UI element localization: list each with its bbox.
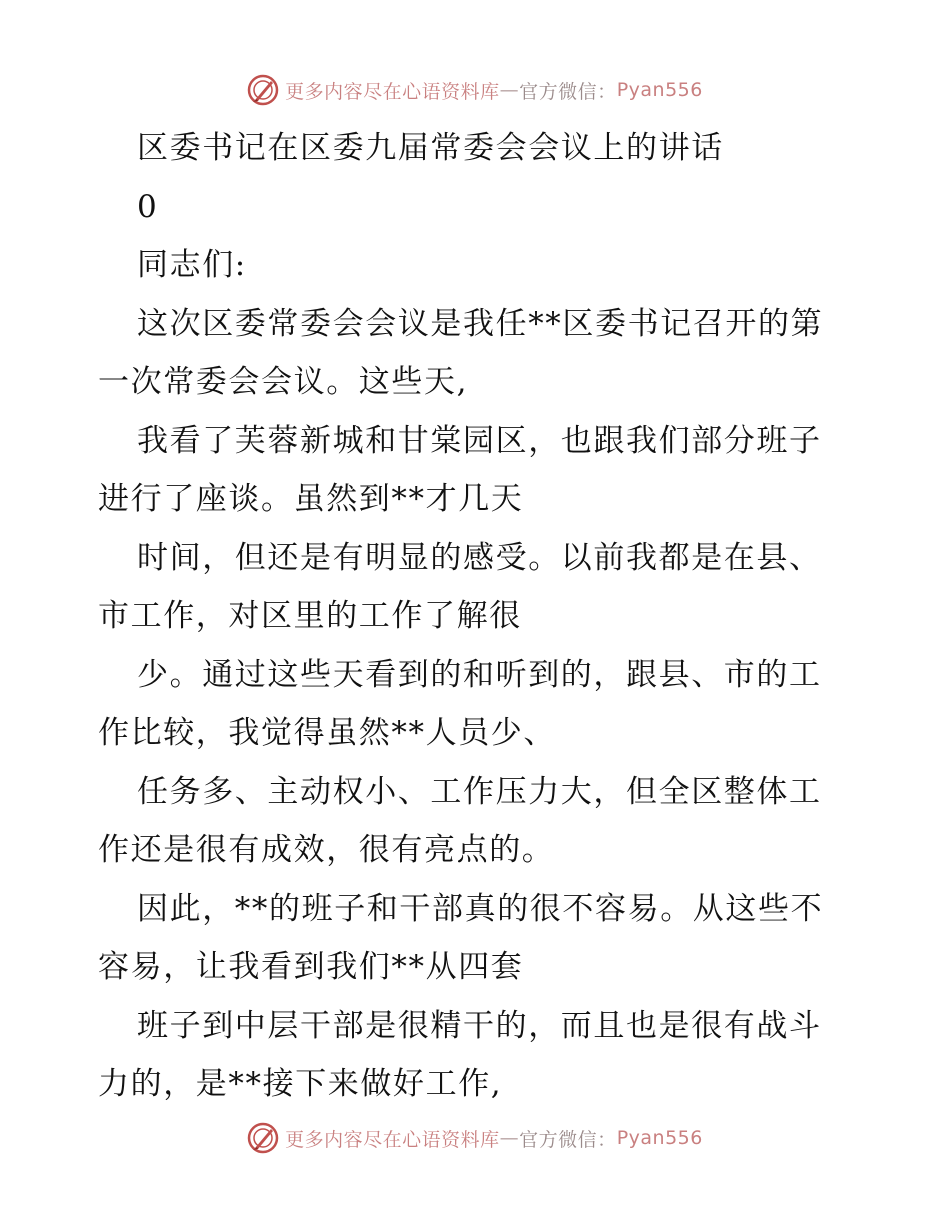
- quill-logo-icon: [247, 74, 279, 106]
- document-title: 区委书记在区委九届常委会会议上的讲话: [137, 130, 724, 166]
- text-line: 容易，让我看到我们**从四套: [98, 949, 524, 985]
- watermark-sub: 官方微信：: [519, 80, 617, 103]
- text-line: 市工作，对区里的工作了解很: [98, 598, 522, 634]
- text-line: 作比较，我觉得虽然**人员少、: [98, 715, 556, 751]
- text-line: 少。通过这些天看到的和听到的，跟县、市的工: [137, 656, 822, 693]
- text-line: 作还是很有成效，很有亮点的。: [98, 832, 555, 868]
- text-line: 同志们:: [137, 247, 247, 283]
- watermark-footer: [0, 1118, 950, 1158]
- watermark-header: [0, 70, 950, 110]
- watermark-sub: 官方微信：: [519, 1128, 617, 1151]
- watermark-text: 更多内容尽在心语资料库: [285, 1128, 500, 1151]
- text-line: 我看了芙蓉新城和甘棠园区，也跟我们部分班子: [137, 422, 822, 459]
- watermark-dash: —: [499, 79, 520, 101]
- text-line: 一次常委会会议。这些天,: [98, 364, 469, 400]
- watermark-id: Pyan556: [616, 1127, 703, 1149]
- text-line: 时间，但还是有明显的感受。以前我都是在县、: [137, 539, 822, 576]
- text-line: 0: [137, 188, 159, 225]
- text-line: 班子到中层干部是很精干的，而且也是很有战斗: [137, 1007, 822, 1044]
- text-line: 这次区委常委会会议是我任**区委书记召开的第: [137, 305, 824, 342]
- watermark-dash: —: [499, 1127, 520, 1149]
- watermark-text: 更多内容尽在心语资料库: [285, 80, 500, 103]
- text-line: 因此，**的班子和干部真的很不容易。从这些不: [137, 890, 824, 927]
- document-body: [98, 119, 858, 1114]
- quill-logo-icon: [247, 1122, 279, 1154]
- text-line: 进行了座谈。虽然到**才几天: [98, 481, 524, 517]
- watermark-id: Pyan556: [616, 79, 703, 101]
- text-line: 力的，是**接下来做好工作,: [98, 1066, 503, 1102]
- text-line: 任务多、主动权小、工作压力大，但全区整体工: [137, 773, 822, 810]
